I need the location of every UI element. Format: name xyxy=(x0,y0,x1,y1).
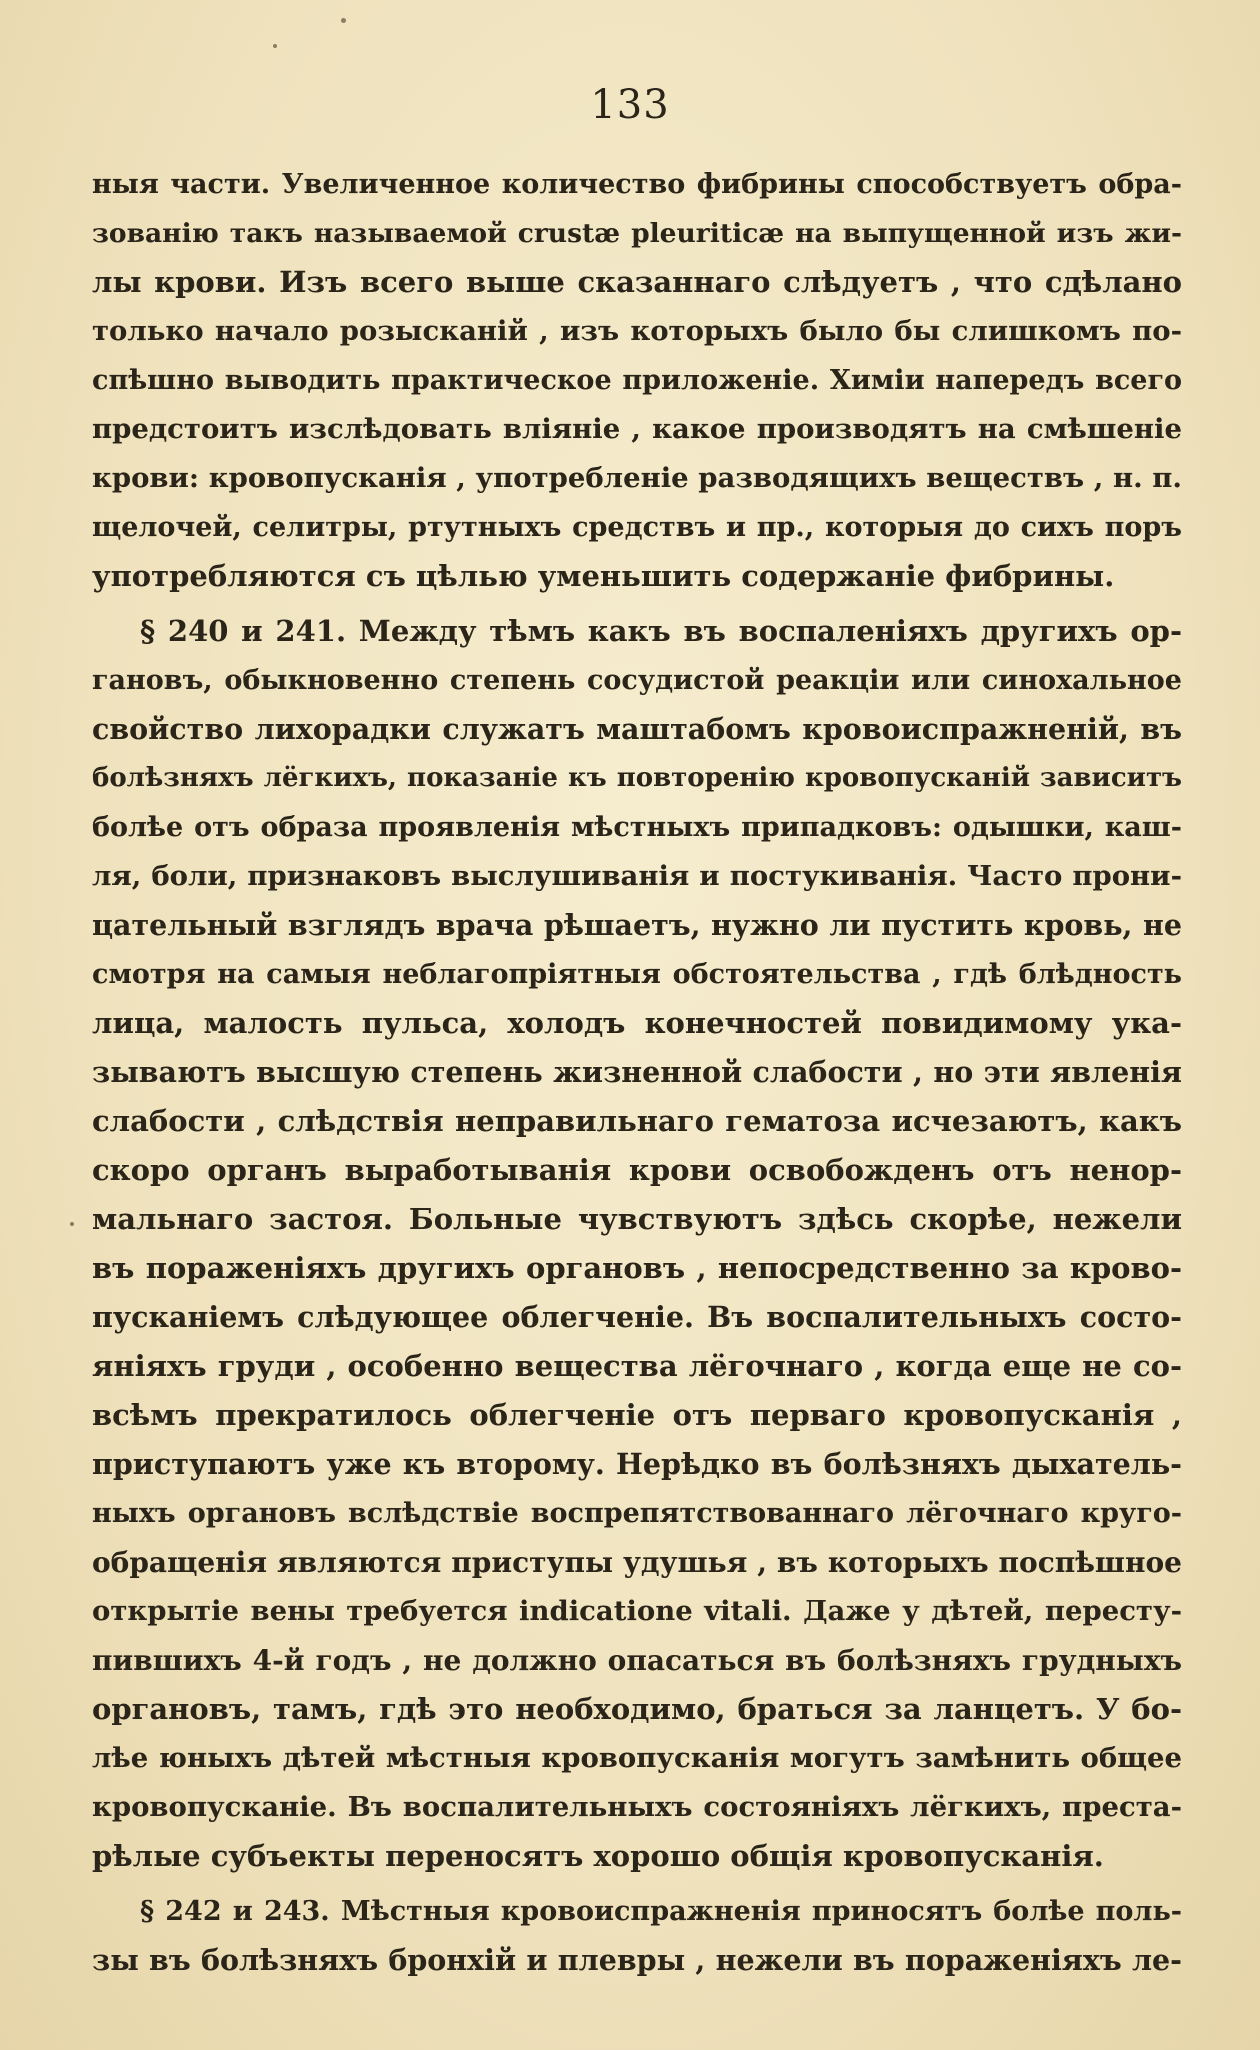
paragraph-1 xyxy=(92,160,1182,601)
paragraph-section-242-243 xyxy=(92,1887,1182,1985)
text-line: яніяхъ груди , особенно вещества лёгочнаго , когда еще не со- xyxy=(92,1349,1182,1383)
ink-speck xyxy=(70,1222,74,1226)
text-line: открытіе вены требуется indicatione vitali. Даже у дѣтей, пересту- xyxy=(92,1595,1182,1627)
text-line: лы крови. Изъ всего выше сказаннаго слѣдуетъ , что сдѣлано xyxy=(92,265,1182,299)
text-line: приступаютъ уже къ второму. Нерѣдко въ болѣзняхъ дыхатель- xyxy=(92,1447,1182,1481)
text-line: употребляются съ цѣлью уменьшить содержаніе фибрины. xyxy=(92,559,1115,593)
paragraph-section-240-241 xyxy=(92,607,1182,1881)
text-line: пусканіемъ слѣдующее облегченіе. Въ воспалительныхъ состо- xyxy=(92,1300,1182,1334)
text-line: ныя части. Увеличенное количество фибрины способствуетъ обра- xyxy=(92,169,1182,200)
text-line: спѣшно выводить практическое приложеніе. Химіи напередъ всего xyxy=(92,365,1182,396)
text-line: въ пораженіяхъ другихъ органовъ , непосредственно за крово- xyxy=(92,1251,1182,1285)
text-line: цательный взглядъ врача рѣшаетъ, нужно ли пустить кровь, не xyxy=(92,908,1182,942)
text-line: кровопусканіе. Въ воспалительныхъ состояніяхъ лёгкихъ, преста- xyxy=(92,1791,1182,1823)
text-line: лѣе юныхъ дѣтей мѣстныя кровопусканія могутъ замѣнить общее xyxy=(92,1742,1182,1774)
text-line: только начало розысканій , изъ которыхъ было бы слишкомъ по- xyxy=(92,315,1182,347)
text-line: органовъ, тамъ, гдѣ это необходимо, браться за ланцетъ. У бо- xyxy=(92,1692,1182,1726)
text-line: ля, боли, признаковъ выслушиванія и постукиванія. Часто прони- xyxy=(92,860,1182,892)
ink-speck xyxy=(341,18,346,23)
text-line: обращенія являются приступы удушья , въ которыхъ поспѣшное xyxy=(92,1546,1182,1579)
ink-speck xyxy=(273,44,277,48)
text-line: всѣмъ прекратилось облегченіе отъ перваго кровопусканія , xyxy=(92,1398,1182,1432)
text-line: слабости , слѣдствія неправильнаго гематоза исчезаютъ, какъ xyxy=(92,1104,1182,1138)
text-line: зы въ болѣзняхъ бронхій и плевры , нежели въ пораженіяхъ ле- xyxy=(92,1943,1182,1977)
section-heading-line: § 240 и 241. Между тѣмъ какъ въ воспаленіяхъ другихъ ор- xyxy=(140,614,1182,648)
text-line: болѣзняхъ лёгкихъ, показаніе къ повторенію кровопусканій зависитъ xyxy=(92,763,1182,793)
text-line: скоро органъ выработыванія крови освобожденъ отъ ненор- xyxy=(92,1153,1182,1187)
text-line: болѣе отъ образа проявленія мѣстныхъ припадковъ: одышки, каш- xyxy=(92,812,1182,843)
text-line: ныхъ органовъ вслѣдствіе воспрепятствованнаго лёгочнаго круго- xyxy=(92,1498,1182,1529)
page-number: 133 xyxy=(590,82,670,128)
text-line: крови: кровопусканія , употребленіе разводящихъ веществъ , н. п. xyxy=(92,462,1182,494)
text-line: мальнаго застоя. Больные чувствуютъ здѣсь скорѣе, нежели xyxy=(92,1202,1182,1236)
text-line: гановъ, обыкновенно степень сосудистой реакціи или синохальное xyxy=(92,665,1182,696)
text-line: рѣлые субъекты переносятъ хорошо общія кровопусканія. xyxy=(92,1839,1104,1873)
text-line: зываютъ высшую степень жизненной слабости , но эти явленія xyxy=(92,1055,1182,1089)
text-line: свойство лихорадки служатъ маштабомъ кровоиспражненій, въ xyxy=(92,712,1182,746)
text-line: лица, малость пульса, холодъ конечностей повидимому ука- xyxy=(92,1006,1182,1040)
body-text xyxy=(92,160,1182,1985)
text-line: предстоитъ изслѣдовать вліяніе , какое производятъ на смѣшеніе xyxy=(92,413,1182,445)
text-line: смотря на самыя неблагопріятныя обстоятельства , гдѣ блѣдность xyxy=(92,959,1182,990)
section-heading-line: § 242 и 243. Мѣстныя кровоиспражненія приносятъ болѣе поль- xyxy=(140,1896,1182,1927)
text-line: щелочей, селитры, ртутныхъ средствъ и пр., которыя до сихъ поръ xyxy=(92,512,1182,543)
text-line: зованію такъ называемой crustæ pleuriticæ на выпущенной изъ жи- xyxy=(92,218,1182,249)
text-line: пившихъ 4-й годъ , не должно опасаться въ болѣзняхъ грудныхъ xyxy=(92,1644,1182,1677)
